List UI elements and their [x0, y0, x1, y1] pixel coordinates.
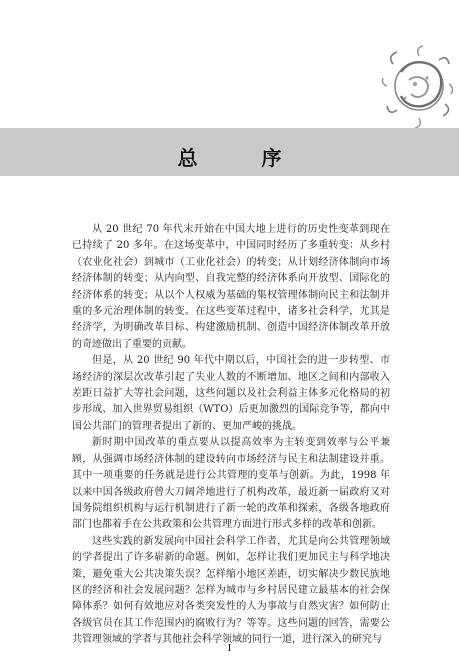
dragon-emblem-icon	[379, 44, 453, 130]
paragraph: 从 20 世纪 70 年代末开始在中国大地上进行的历史性变革到现在已持续了 20 多年。在这场变革中，中国同时经历了多重转变：从乡村（农业化社会）到城市（工业化社会）的转变；从计划经济体制向市场经济体制的转变；从内向型、自我完整的经济体系向开放型、国际化的经济体系的转变；从以个人权威为基础的集权管理体制向民主和法制并重的多元治理体制的转变。在这些变革过程中，诸多社会科学，尤其是经济学，为明确改革目标、构建激励机制、创造中国经济体制改革开放的奇迹做出了重要的贡献。	[72, 224, 390, 350]
paragraph: 这些实践的新发展向中国社会科学工作者，尤其是向公共管理领域的学者提出了许多崭新的命题。例如，怎样让我们更加民主与科学地决策，避免重大公共决策失误？怎样缩小地区差距，切实解决少数民族地区的经济和社会发展问题？怎样为城市与乡村居民建立最基本的社会保障体系？如何有效地应对各类突发性的人为事故与自然灾害？如何防止各级官员在其工作范围内的腐败行为？等等。这些问题的回答，需要公共管理领域的学者与其他社会科学领域的同行一道，进行深入的研究与	[72, 535, 390, 646]
paragraph: 但是，从 20 世纪 90 年代中期以后，中国社会的进一步转型、市场经济的深层次改革引起了失业人数的不断增加、地区之间和内部收入差距日益扩大等社会问题，这些问题以及社会利益主体多元化格局的初步形成、加入世界贸易组织（WTO）后更加激烈的国际竞争等，都向中国公共部门的管理者提出了新的、更加严峻的挑战。	[72, 355, 390, 432]
body-text	[72, 222, 390, 649]
page-title: 总 序	[177, 146, 304, 170]
page-number: I	[227, 642, 232, 654]
paragraph: 新时期中国改革的重点要从以提高效率为主转变到效率与公平兼顾，从强调市场经济体制的建设转向市场经济与民主和法制建设并重。其中一项重要的任务就是进行公共管理的变革与创新。为此，1998 年以来中国各级政府曾大刀阔斧地进行了机构改革，最近新一届政府又对国务院组织机构与运行机制进行了新一轮的改革和探索，各级各地政府部门也都着手在公共政策和公共管理方面进行形式多样的改革和创新。	[72, 437, 390, 531]
